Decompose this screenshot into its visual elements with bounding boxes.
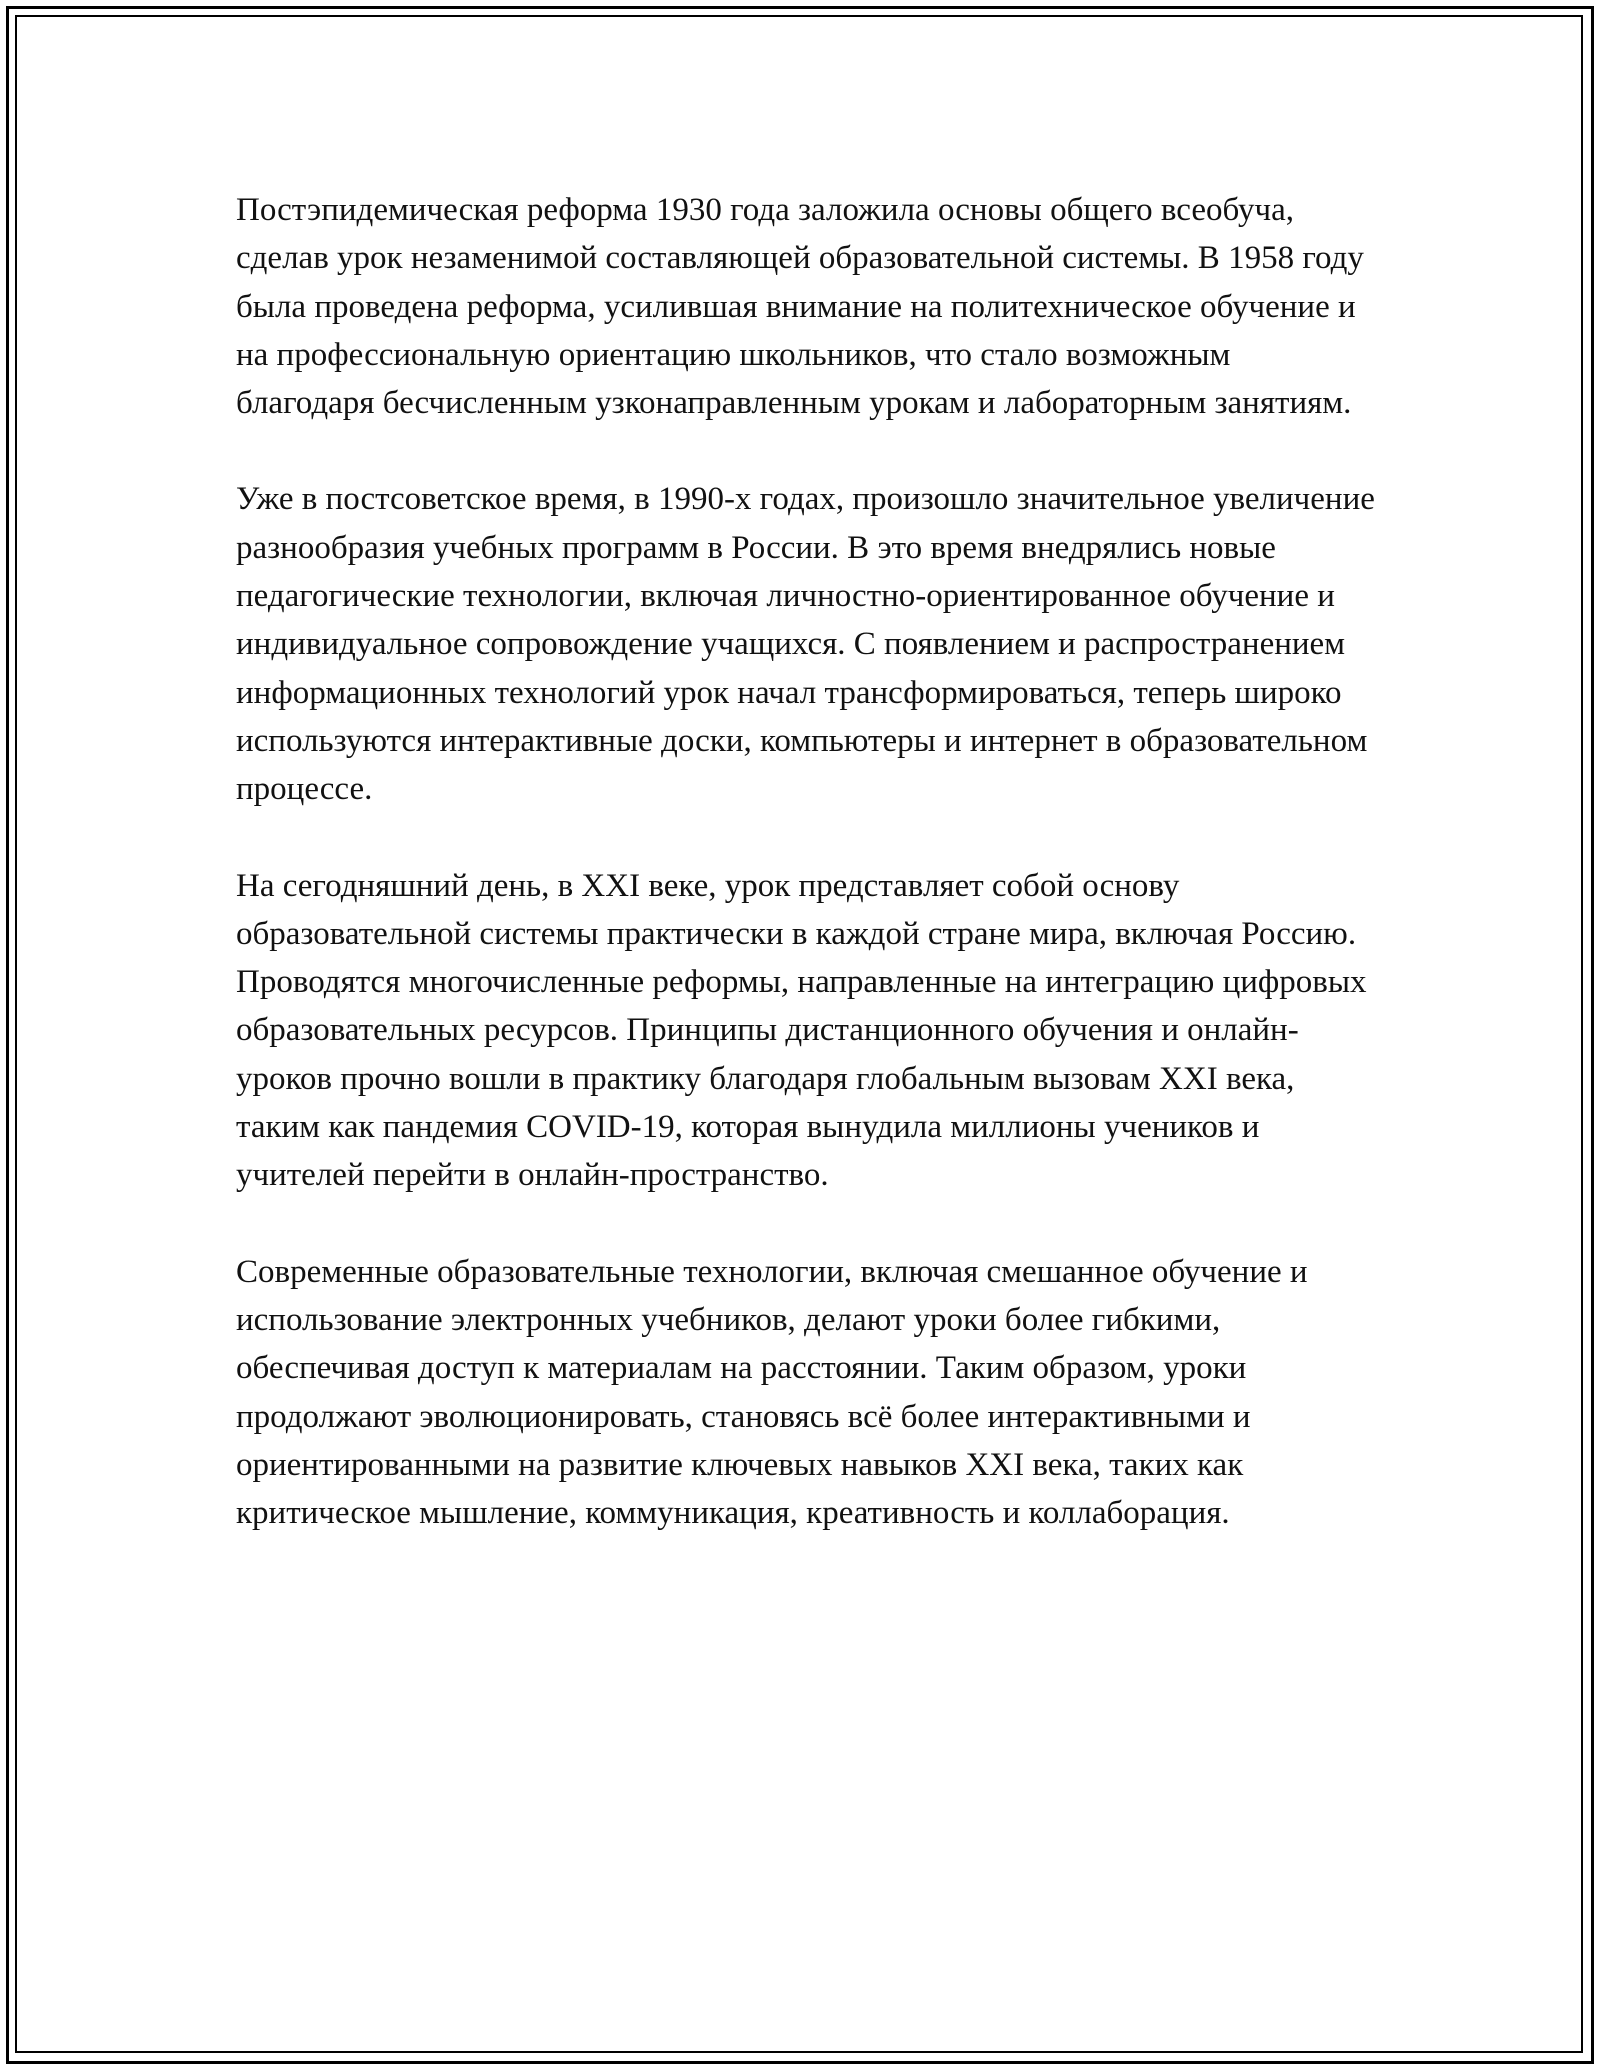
paragraph-1: Постэпидемическая реформа 1930 года заложила основы общего всеобуча, сделав урок незаменимой составляющей образовательной системы. В 1958 году была проведена реформа, усилившая внимание на политехническое обучение и на профессиональную ориентацию школьников, что стало возможным благодаря бесчисленным узконаправленным урокам и лабораторным занятиям. [236,192,1364,422]
paragraph-2: Уже в постсоветское время, в 1990-х годах, произошло значительное увеличение разнообразия учебных программ в России. В это время внедрялись новые педагогические технологии, включая личностно-ориентированное обучение и индивидуальное сопровождение учащихся. С появлением и распространением информационных технологий урок начал трансформироваться, теперь широко используются интерактивные доски, компьютеры и интернет в образовательном процессе. [236,481,1375,808]
document-body [236,186,1376,1537]
paragraph-4: Современные образовательные технологии, включая смешанное обучение и использование электронных учебников, делают уроки более гибкими, обеспечивая доступ к материалам на расстоянии. Таким образом, уроки продолжают эволюционировать, становясь всё более интерактивными и ориентированными на развитие ключевых навыков XXI века, таких как критическое мышление, коммуникация, креативность и коллаборация. [236,1253,1308,1532]
paragraph-3: На сегодняшний день, в XXI веке, урок представляет собой основу образовательной системы практически в каждой стране мира, включая Россию. Проводятся многочисленные реформы, направленные на интеграцию цифровых образовательных ресурсов. Принципы дистанционного обучения и онлайн-уроков прочно вошли в практику благодаря глобальным вызовам XXI века, таким как пандемия COVID-19, которая вынудила миллионы учеников и учителей перейти в онлайн-пространство. [236,867,1367,1194]
